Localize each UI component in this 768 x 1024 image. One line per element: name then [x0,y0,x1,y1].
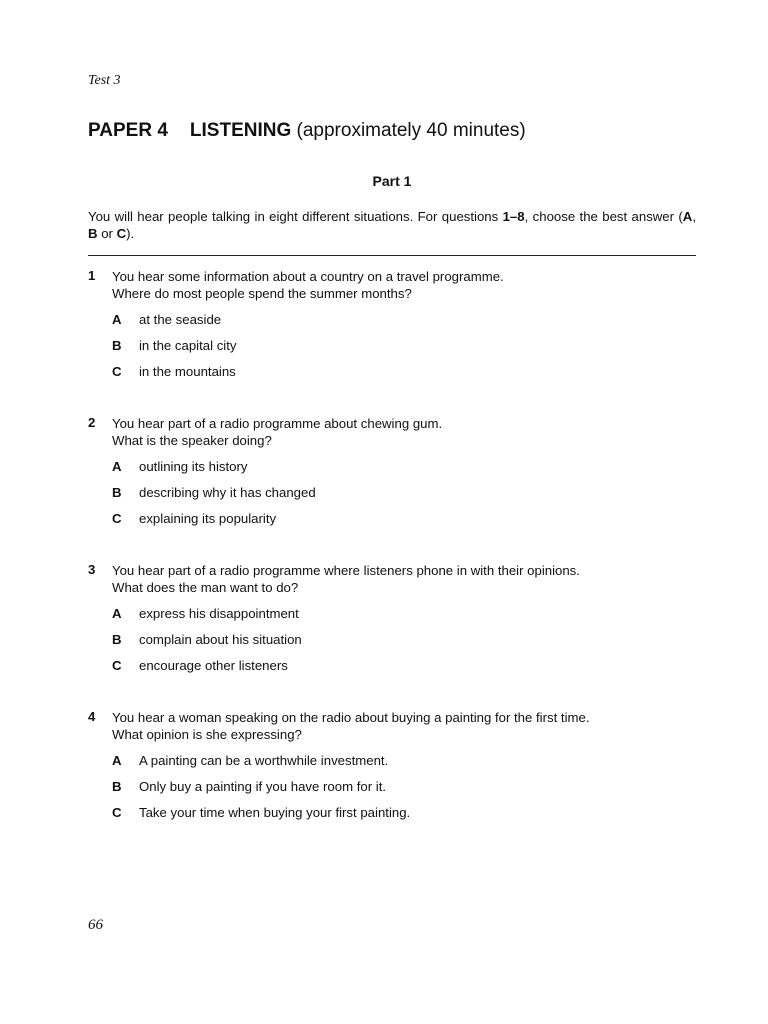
question-prompt: What does the man want to do? [112,580,299,595]
option-a[interactable] [112,605,696,631]
option-letter: C [112,658,122,673]
option-c[interactable] [112,804,696,830]
question-context: You hear some information about a country on a travel programme. [112,269,504,284]
question-text [112,268,696,302]
option-b[interactable] [112,484,696,510]
option-text: Only buy a painting if you have room for it. [139,779,387,794]
option-letter: A [112,606,122,621]
option-a[interactable] [112,752,696,778]
options [88,311,696,389]
option-letter: B [112,485,122,500]
option-text: in the mountains [139,364,236,379]
question-context: You hear part of a radio programme about chewing gum. [112,416,443,431]
question-prompt: What is the speaker doing? [112,433,272,448]
option-b[interactable] [112,337,696,363]
question-number: 1 [88,268,96,283]
option-text: explaining its popularity [139,511,277,526]
option-a[interactable] [112,311,696,337]
option-text: describing why it has changed [139,485,316,500]
option-c[interactable] [112,363,696,389]
option-letter: B [112,632,122,647]
option-letter: B [112,779,122,794]
options [88,458,696,536]
instructions-end: ). [126,226,135,241]
paper-title [88,120,526,142]
page-number: 66 [88,917,103,933]
part-heading: Part 1 [372,173,412,189]
question-number: 4 [88,709,96,724]
letter-a: A [682,209,693,224]
question-context: You hear part of a radio programme where listeners phone in with their opinions. [112,563,580,578]
question-4 [88,709,696,830]
question-text [112,709,696,743]
question-3 [88,562,696,683]
options [88,605,696,683]
option-text: in the capital city [139,338,237,353]
question-1 [88,268,696,389]
question-prompt: Where do most people spend the summer months? [112,286,412,301]
question-text [112,415,696,449]
letter-b: B [88,226,98,241]
option-a[interactable] [112,458,696,484]
paper-number: PAPER 4 [88,120,168,141]
option-letter: A [112,312,122,327]
divider [88,255,696,256]
option-letter: C [112,805,122,820]
option-text: A painting can be a worthwhile investment. [139,753,389,768]
paper-duration: (approximately 40 minutes) [296,120,526,141]
test-label: Test 3 [88,73,121,88]
option-text: encourage other listeners [139,658,288,673]
option-letter: C [112,511,122,526]
option-text: Take your time when buying your first painting. [139,805,411,820]
options [88,752,696,830]
option-letter: B [112,338,122,353]
question-number: 2 [88,415,96,430]
separator-2: or [97,226,117,241]
option-c[interactable] [112,657,696,683]
instructions-text-2: , choose the best answer ( [524,209,683,224]
question-2 [88,415,696,536]
option-text: complain about his situation [139,632,302,647]
paper-name: LISTENING [189,120,292,141]
option-text: at the seaside [139,312,222,327]
question-range: 1–8 [502,209,525,224]
instructions [88,208,696,242]
option-text: outlining its history [139,459,248,474]
question-prompt: What opinion is she expressing? [112,727,302,742]
letter-c: C [116,226,127,241]
option-c[interactable] [112,510,696,536]
option-text: express his disappointment [139,606,299,621]
question-context: You hear a woman speaking on the radio about buying a painting for the first time. [112,710,590,725]
separator-1: , [692,209,696,224]
option-letter: A [112,459,122,474]
option-letter: C [112,364,122,379]
option-b[interactable] [112,778,696,804]
instructions-text: You will hear people talking in eight different situations. For questions [88,209,503,224]
question-text [112,562,696,596]
question-number: 3 [88,562,96,577]
option-letter: A [112,753,122,768]
option-b[interactable] [112,631,696,657]
